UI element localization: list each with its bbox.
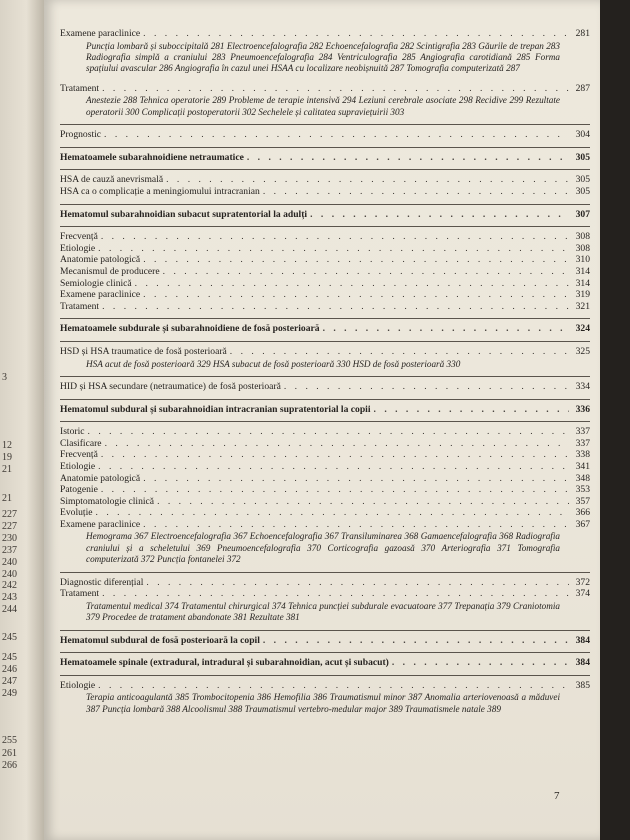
toc-entry	[60, 680, 590, 692]
toc-entry	[60, 83, 590, 95]
toc-entry-title: Etiologie	[60, 679, 96, 691]
toc-entry-page: 337	[575, 437, 590, 449]
toc-entry-page: 304	[575, 129, 590, 141]
background	[600, 0, 630, 840]
toc-subtopics: Terapia anticoagulantă 385 Trombocitopenia 386 Hemofilia 386 Traumatismul minor 387 Anomalia arteriovenoasă a măduvei 387 Puncția lombară 388 Alcoolismul 388 Traumatismul vertebro-medular major 389 Traumatismele natale 389	[86, 692, 560, 714]
toc-entry-title: Anatomie patologică	[60, 254, 141, 266]
toc-entry	[60, 301, 590, 313]
margin-number: 21	[2, 493, 12, 504]
toc-entry-title: Anatomie patologică	[60, 472, 141, 484]
toc-entry-title: Istoric	[60, 426, 85, 438]
toc-entry-page: 337	[575, 426, 590, 438]
toc-entry	[60, 243, 590, 255]
toc-entry-title: Frecvență	[60, 231, 98, 243]
divider	[60, 376, 590, 377]
toc-entry-page: 305	[575, 186, 590, 197]
toc-entry-page: 305	[575, 174, 590, 186]
margin-number: 240	[2, 557, 17, 568]
toc-entry-title: HSA ca o complicație a meningiomului intracranian	[60, 186, 260, 197]
margin-number: 255	[2, 735, 17, 746]
toc-subtopics: Hemograma 367 Electroencefalografia 367 Echoencefalografia 367 Transiluminarea 368 Gamaencefalografia 368 Radiografia craniului și a scheletului 369 Pneumoencefalografia 370 Corticografia gazoasă 370 Arteriografia 371 Tomografia computerizată 372 Puncția fontanelei 372	[86, 531, 560, 565]
toc-entry-page: 385	[575, 679, 590, 691]
divider	[60, 226, 590, 227]
toc-entry	[60, 507, 590, 519]
toc-entry-page: 336	[575, 403, 590, 415]
toc-entry-page: 384	[575, 634, 590, 646]
toc-entry-page: 357	[575, 495, 590, 507]
toc-entry-title: Clasificare	[60, 437, 102, 449]
toc-entry-page: 338	[575, 449, 590, 461]
toc-entry-page: 348	[575, 472, 590, 484]
toc-chapter-title: Hematomul subdural de fosă posterioară la copil	[60, 634, 260, 646]
page-number: 7	[554, 790, 560, 802]
margin-number: 21	[2, 464, 12, 475]
toc-entry-page: 374	[575, 588, 590, 600]
toc-entry-title: HID și HSA secundare (netraumatice) de fosă posterioară	[60, 380, 281, 392]
toc-entry-page: 308	[575, 242, 590, 254]
toc-entry-title: HSA de cauză anevrismală	[60, 174, 164, 186]
margin-number: 12	[2, 440, 12, 451]
margin-number: 242	[2, 580, 17, 591]
toc-entry-page: 314	[575, 265, 590, 277]
divider	[60, 630, 590, 631]
toc-entry-title: Semiologie clinică	[60, 277, 132, 289]
toc-entry-page: 321	[575, 300, 590, 312]
toc-entry-page: 334	[575, 380, 590, 392]
toc-entry-title: Prognostic	[60, 129, 102, 141]
toc-entry-page: 319	[575, 289, 590, 301]
toc-entry-page: 325	[575, 345, 590, 357]
toc-entry-title: Evoluție	[60, 507, 93, 519]
toc-entry	[60, 266, 590, 278]
margin-number: 249	[2, 688, 17, 699]
toc-chapter-title: Hematoamele spinale (extradural, intradural și subarahnoidian, acut și subacut)	[60, 657, 389, 669]
toc-subtopics: HSA acut de fosă posterioară 329 HSA subacut de fosă posterioară 330 HSD de fosă posterioară 330	[86, 358, 461, 369]
divider	[60, 572, 590, 573]
margin-number: 19	[2, 452, 12, 463]
toc-subtopics: Puncția lombară și suboccipitală 281 Electroencefalografia 282 Echoencefalografia 282 Scintigrafia 283 Găurile de trepan 283 Radiografia simplă a craniului 283 Pneumoencefalografia 284 Ventriculografia 285 Angiografia carotidiană 285 Forma spațiului avascular 286 Angiografia în cazul unei HSAA cu localizare neobișnuită 287 Tomografia computerizată 287	[86, 40, 560, 74]
toc-entry	[60, 28, 590, 40]
toc-chapter	[60, 657, 590, 669]
margin-number: 227	[2, 521, 17, 532]
toc-entry-title: Examene paraclinice	[60, 518, 141, 530]
divider	[60, 318, 590, 319]
toc-entry	[60, 174, 590, 186]
toc-entry	[60, 426, 590, 438]
toc-entry-page: 281	[575, 28, 590, 39]
adjacent-page-edge	[0, 0, 44, 840]
margin-number: 246	[2, 664, 17, 675]
toc-entry-page: 310	[575, 254, 590, 266]
toc-entry	[60, 449, 590, 461]
table-of-contents	[60, 28, 590, 717]
margin-number: 245	[2, 652, 17, 663]
toc-entry-page: 314	[575, 277, 590, 289]
toc-entry	[60, 231, 590, 243]
divider	[60, 147, 590, 148]
margin-number: 244	[2, 604, 17, 615]
toc-chapter-title: Hematoamele subarahnoidiene netraumatice	[60, 151, 244, 163]
document-page	[44, 0, 600, 840]
toc-entry-title: Tratament	[60, 82, 100, 94]
toc-entry	[60, 186, 590, 198]
toc-entry	[60, 129, 590, 141]
toc-chapter	[60, 209, 590, 221]
toc-entry	[60, 278, 590, 290]
toc-entry-title: Etiologie	[60, 460, 96, 472]
toc-entry-page: 341	[575, 460, 590, 472]
toc-entry-page: 366	[575, 507, 590, 519]
toc-chapter	[60, 404, 590, 416]
margin-number: 3	[2, 372, 7, 383]
toc-subtopics: Tratamentul medical 374 Tratamentul chirurgical 374 Tehnica puncției subdurale evacuatoare 377 Trepanația 379 Craniotomia 379 Procedee de tratament abandonate 381 Rezultate 381	[86, 600, 560, 623]
toc-chapter	[60, 635, 590, 647]
margin-number: 237	[2, 545, 17, 556]
divider	[60, 204, 590, 205]
toc-chapter-title: Hematoamele subdurale și subarahnoidiene de fosă posterioară	[60, 323, 320, 335]
toc-entry-page: 307	[575, 208, 590, 220]
divider	[60, 399, 590, 400]
toc-entry	[60, 461, 590, 473]
margin-number: 227	[2, 509, 17, 520]
divider	[60, 124, 590, 125]
toc-entry-page: 367	[575, 518, 590, 530]
divider	[60, 421, 590, 422]
margin-number: 261	[2, 748, 17, 759]
margin-number: 243	[2, 592, 17, 603]
toc-entry	[60, 381, 590, 393]
divider	[60, 341, 590, 342]
toc-entry-page: 324	[575, 323, 590, 335]
margin-number: 230	[2, 533, 17, 544]
toc-entry-title: Simptomatologie clinică	[60, 495, 155, 507]
toc-entry	[60, 496, 590, 508]
toc-entry-title: Examene paraclinice	[60, 289, 141, 301]
divider	[60, 169, 590, 170]
adjacent-page-numbers	[2, 0, 42, 840]
divider	[60, 675, 590, 676]
toc-entry-title: Mecanismul de producere	[60, 265, 160, 277]
divider	[60, 652, 590, 653]
toc-entry	[60, 346, 590, 358]
toc-entry	[60, 519, 590, 531]
toc-entry-title: Patogenie	[60, 484, 98, 496]
toc-entry	[60, 289, 590, 301]
toc-entry-page: 384	[575, 657, 590, 669]
toc-entry-title: Tratament	[60, 300, 100, 312]
toc-chapter	[60, 152, 590, 164]
toc-chapter-title: Hematomul subdural și subarahnoidian intracranian supratentorial la copii	[60, 403, 371, 415]
margin-number: 247	[2, 676, 17, 687]
toc-entry-title: Etiologie	[60, 242, 96, 254]
toc-entry-title: Frecvență	[60, 449, 98, 461]
margin-number: 266	[2, 760, 17, 771]
toc-entry-page: 305	[575, 151, 590, 163]
toc-entry	[60, 484, 590, 496]
toc-entry	[60, 588, 590, 600]
toc-entry	[60, 254, 590, 266]
toc-chapter-title: Hematomul subarahnoidian subacut supratentorial la adulți	[60, 208, 308, 220]
toc-entry	[60, 438, 590, 450]
toc-entry-title: Tratament	[60, 588, 100, 600]
toc-group	[60, 426, 590, 530]
toc-entry	[60, 473, 590, 485]
margin-number: 240	[2, 569, 17, 580]
toc-entry-page: 287	[575, 82, 590, 94]
toc-entry	[60, 577, 590, 589]
toc-entry-title: HSD și HSA traumatice de fosă posterioară	[60, 345, 227, 357]
toc-entry-title: Examene paraclinice	[60, 28, 141, 39]
toc-subtopics: Anestezie 288 Tehnica operatorie 289 Probleme de terapie intensivă 294 Leziuni cerebrale asociate 298 Recidive 299 Rezultate operatorii 300 Complicații postoperatorii 302 Sechelele și calitatea supraviețuirii 303	[86, 95, 560, 117]
toc-entry-title: Diagnostic diferențial	[60, 576, 144, 588]
toc-entry-page: 372	[575, 576, 590, 588]
toc-group	[60, 231, 590, 312]
toc-chapter	[60, 323, 590, 335]
toc-entry-page: 353	[575, 484, 590, 496]
toc-entry-page: 308	[575, 231, 590, 243]
margin-number: 245	[2, 632, 17, 643]
